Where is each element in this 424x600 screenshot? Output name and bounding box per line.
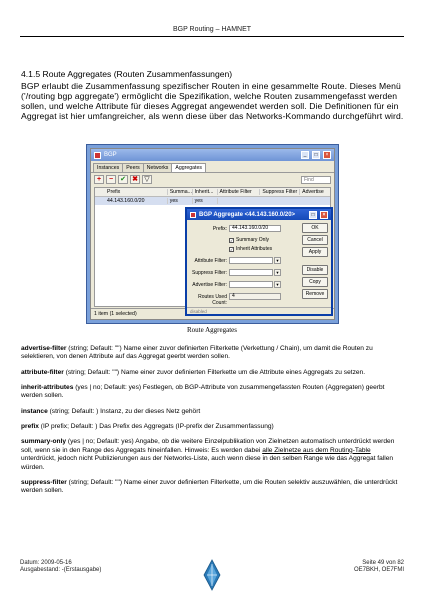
col-advertise[interactable]: Advertise [302, 189, 324, 195]
param-name: suppress-filter [21, 478, 67, 486]
param-desc: (string; Default: "") Name einer zuvor definierten Filterkette, um die Routen selektiv auszuwählen, die unterdrückt werden sollen. [21, 478, 398, 495]
attribute-filter-input[interactable] [229, 257, 273, 264]
disable-button[interactable]: Disable [302, 265, 328, 275]
tab-networks[interactable]: Networks [143, 163, 173, 172]
row-inherit: yes [193, 198, 218, 204]
list-header [95, 188, 330, 197]
chevron-down-icon[interactable]: ▼ [275, 282, 280, 287]
dialog-close-icon[interactable]: × [320, 211, 328, 219]
col-attribute-filter[interactable]: Attribute Filter [218, 189, 261, 195]
param-advertise-filter [21, 345, 405, 362]
param-name: inherit-attributes [21, 384, 74, 391]
bgp-window [90, 148, 335, 320]
param-suppress-filter [21, 479, 405, 496]
checkmark-icon: ✓ [230, 237, 234, 243]
param-desc: (yes | no; Default: yes) Angabe, ob die weitere Einzelpublikation von Zielnetzen automatisch unterdrückt werden soll, wenn sie in den Range des Aggregats hineinfallen. Hinweis: Es werden dabei [21, 438, 395, 454]
filter-icon[interactable]: ▽ [142, 175, 152, 184]
cancel-button[interactable]: Cancel [302, 235, 328, 245]
row-summary: yes [168, 198, 193, 204]
tab-aggregates[interactable]: Aggregates [171, 163, 206, 172]
footer-edition: Ausgabestand: -(Erstausgabe) [20, 567, 102, 574]
param-desc: (string; Default: "") Name einer zuvor definierten Filterkette (Verkettung / Chain), um damit die Routen zu selektieren, von denen Attribute auf das Aggregat geerbt werden sollen. [21, 345, 373, 361]
remove-button[interactable]: Remove [302, 289, 328, 299]
footer-date: Datum: 2009-05-16 [20, 560, 72, 566]
col-inherit[interactable]: Inherit... [193, 189, 218, 195]
section-intro: BGP erlaubt die Zusammenfassung spezifischer Routen in eine gesammelte Route. Dieses Menü ('/routing bgp aggregate') ermöglicht die Spezifikation, welche Routen zusammengefasst werden sollen, und welche Attribute für dieses Aggregat angewendet werden soll. Die Definitionen für ein Aggregat ist hier umfangreicher, als wenn diese über das Networks-Kommando durchgeführt wird. [21, 81, 404, 122]
summary-only-label: Summary Only [236, 237, 270, 243]
param-desc: (yes | no; Default: yes) Festlegen, ob BGP-Attribute von zusammengefassten Routen (Aggregaten) geerbt werden sollen. [21, 384, 385, 400]
summary-only-checkbox[interactable] [229, 237, 269, 243]
dialog-app-icon [190, 212, 196, 218]
param-attribute-filter [21, 369, 405, 377]
param-inherit-attributes [21, 384, 405, 401]
dialog-titlebar [187, 209, 331, 220]
enable-button[interactable]: ✔ [118, 175, 128, 184]
status-bar: 1 item (1 selected) [91, 308, 334, 319]
param-name: prefix [21, 423, 39, 430]
table-row[interactable] [95, 197, 330, 205]
advertise-filter-input[interactable] [229, 281, 273, 288]
param-name: attribute-filter [21, 368, 64, 376]
prefix-input[interactable]: 44.143.160.0/20 [229, 225, 281, 232]
suppress-filter-input[interactable] [229, 269, 273, 276]
param-desc: (string; Default: "") Name einer zuvor definierten Filterkette um die Attribute eines Aggregats zu setzen. [63, 368, 366, 376]
suppress-filter-label: Suppress Filter: [191, 270, 227, 276]
routes-used-value: 4 [229, 293, 281, 300]
add-button[interactable]: + [94, 175, 104, 184]
param-summary-only [21, 438, 405, 472]
close-icon[interactable]: × [323, 151, 331, 159]
section-title: 4.1.5 Route Aggregates (Routen Zusammenfassungen) [21, 69, 233, 79]
apply-button[interactable]: Apply [302, 247, 328, 257]
dialog-title: BGP Aggregate <44.143.160.0/20> [199, 211, 296, 218]
header-rule [20, 36, 404, 37]
toolbar [91, 172, 334, 186]
parameter-list [21, 345, 405, 503]
bgp-window-titlebar [91, 149, 334, 161]
footer-authors: OE7BKH, OE7FMI [353, 567, 404, 574]
param-prefix [21, 423, 405, 431]
prefix-label: Prefix: [212, 226, 227, 232]
footer-page: Seite 49 von 82 [362, 560, 404, 566]
dialog-maximize-icon[interactable]: □ [309, 211, 317, 219]
figure-caption: Route Aggregates [187, 326, 237, 334]
tab-bar [91, 161, 334, 172]
inherit-attributes-checkbox[interactable] [229, 246, 272, 252]
ok-button[interactable]: OK [302, 223, 328, 233]
param-name: advertise-filter [21, 345, 67, 352]
disable-button[interactable]: ✖ [130, 175, 140, 184]
routes-used-label: Routes Used Count: [198, 294, 227, 306]
tab-instances[interactable]: Instances [93, 163, 123, 172]
aggregate-dialog [185, 207, 333, 316]
chevron-down-icon[interactable]: ▼ [275, 270, 280, 275]
param-name: instance [21, 407, 48, 415]
diamond-logo-icon [203, 559, 221, 591]
dialog-status: disabled [187, 307, 331, 316]
param-desc: (IP prefix; Default: ) Das Prefix des Aggregats (IP-prefix der Zusammenfassung) [38, 423, 274, 430]
col-prefix[interactable]: Prefix [95, 189, 168, 195]
app-icon [94, 152, 101, 159]
routeros-screenshot [86, 144, 339, 324]
inherit-attributes-label: Inherit Attributes [236, 246, 273, 252]
param-desc: unterdrückt, jedoch nicht Publizierungen aus der Networks-Liste, auch wenn diese in den selben Range wie das Aggregat fallen würden. [21, 455, 394, 471]
chevron-down-icon[interactable]: ▼ [275, 258, 280, 263]
routing-table-link[interactable]: alle Zielnetze aus dem Routing-Table [262, 446, 371, 454]
tab-peers[interactable]: Peers [122, 163, 144, 172]
window-title: BGP [104, 152, 117, 158]
minimize-icon[interactable]: _ [301, 151, 309, 159]
checkmark-icon: ✓ [230, 246, 234, 252]
find-input[interactable]: Find [301, 176, 331, 184]
row-prefix: 44.143.160.0/20 [95, 198, 168, 204]
copy-button[interactable]: Copy [302, 277, 328, 287]
col-summary[interactable]: Summa... [169, 189, 192, 195]
param-instance [21, 408, 405, 416]
param-name: summary-only [21, 438, 67, 446]
attribute-filter-label: Attribute Filter: [194, 258, 227, 264]
remove-button[interactable]: − [106, 175, 116, 184]
col-suppress-filter[interactable]: Suppress Filter [260, 189, 300, 195]
advertise-filter-label: Advertise Filter: [192, 282, 227, 288]
page-header: BGP Routing – HAMNET [172, 26, 252, 33]
maximize-icon[interactable]: □ [312, 151, 320, 159]
param-desc: (string; Default: ) Instanz, zu der dieses Netz gehört [47, 407, 201, 415]
